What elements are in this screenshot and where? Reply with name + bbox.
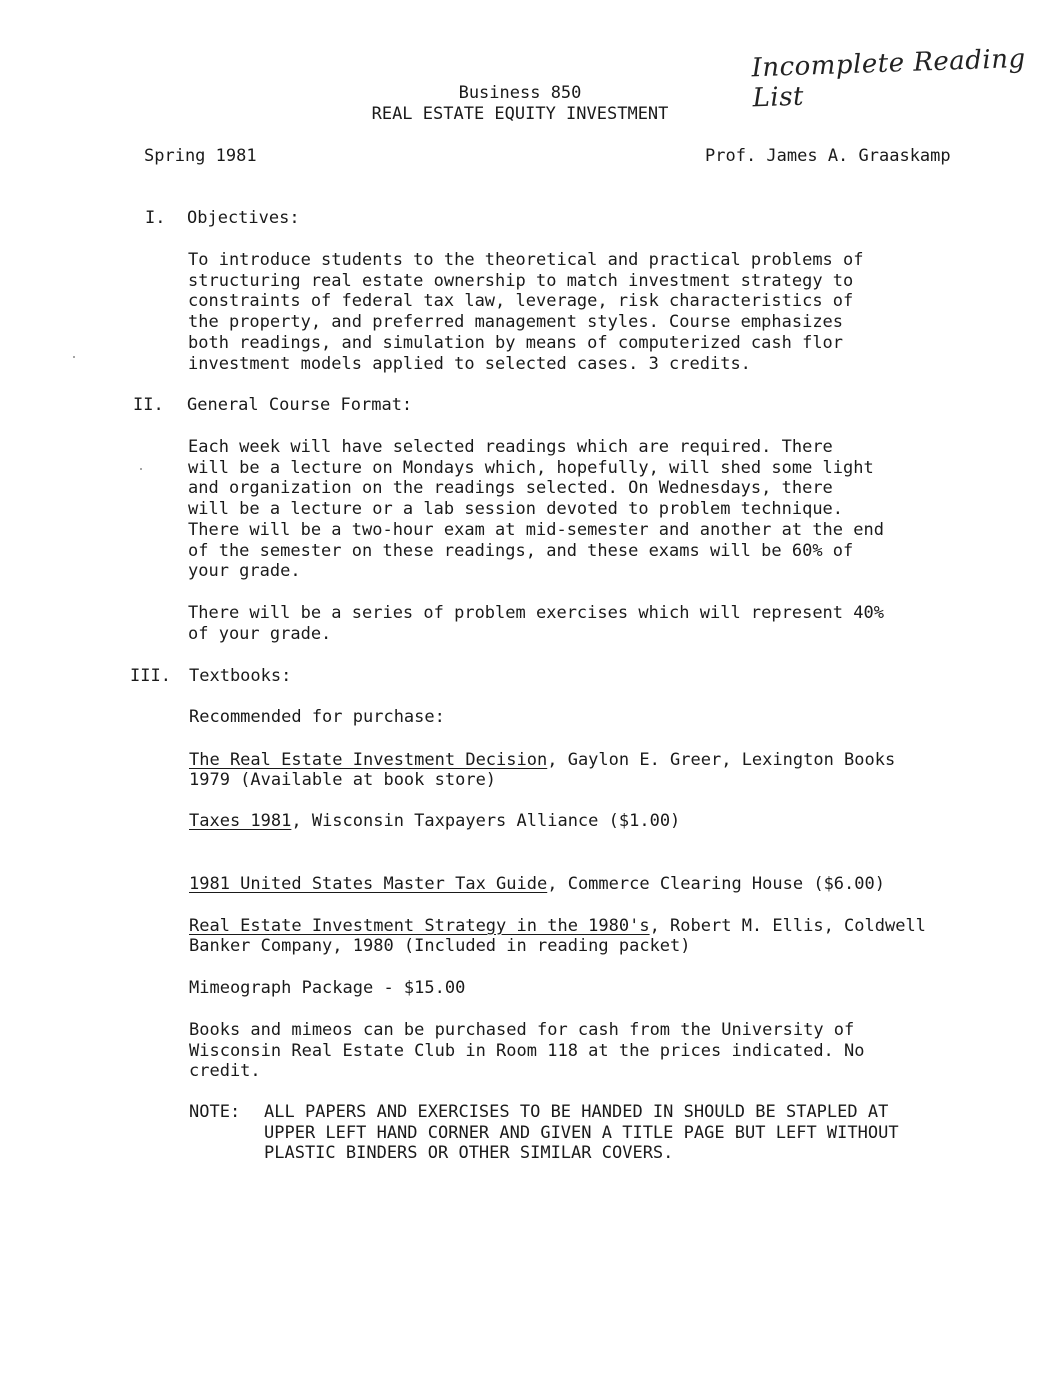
text-line: ALL PAPERS AND EXERCISES TO BE HANDED IN SHOULD BE STAPLED AT	[264, 1102, 889, 1122]
scan-speck	[140, 468, 142, 470]
mimeograph-package: Mimeograph Package - $15.00	[189, 978, 466, 998]
recommended-label: Recommended for purchase:	[189, 707, 445, 727]
text-line: There will be a two-hour exam at mid-semester and another at the end	[188, 519, 884, 540]
text-line: will be a lecture or a lab session devoted to problem technique.	[188, 499, 844, 520]
book-title: The Real Estate Investment Decision	[189, 750, 548, 770]
text-line: Each week will have selected readings which are required. There	[188, 437, 833, 457]
text-line: both readings, and simulation by means of computerized cash flor	[188, 332, 844, 353]
book-details: , Wisconsin Taxpayers Alliance ($1.00)	[291, 811, 681, 831]
section-heading: Objectives:	[187, 208, 300, 228]
section-number: III.	[130, 666, 171, 686]
section-number: II.	[133, 395, 164, 415]
book-details: , Commerce Clearing House ($6.00)	[547, 874, 885, 894]
book-title: Real Estate Investment Strategy in the 1980's	[189, 916, 650, 936]
book-entry	[189, 916, 926, 937]
text-line: Books and mimeos can be purchased for cash from the University of	[189, 1020, 855, 1040]
scan-speck	[73, 356, 75, 358]
text-line: of the semester on these readings, and these exams will be 60% of	[188, 540, 854, 561]
text-line: To introduce students to the theoretical and practical problems of	[188, 250, 864, 270]
term: Spring 1981	[144, 146, 257, 166]
text-line: There will be a series of problem exercises which will represent 40%	[188, 603, 884, 623]
format-paragraph	[188, 437, 968, 582]
section-heading: General Course Format:	[187, 395, 413, 415]
section-heading: Textbooks:	[189, 666, 292, 686]
text-line: and organization on the readings selected. On Wednesdays, there	[188, 478, 833, 499]
purchase-paragraph	[189, 1020, 969, 1082]
text-line: constraints of federal tax law, leverage, risk characteristics of	[188, 291, 854, 312]
book-title: 1981 United States Master Tax Guide	[189, 874, 548, 894]
text-line: investment models applied to selected cases. 3 credits.	[188, 353, 751, 374]
instructor: Prof. James A. Graaskamp	[705, 146, 951, 166]
text-line: the property, and preferred management styles. Course emphasizes	[188, 312, 844, 333]
book-title: Taxes 1981	[189, 811, 292, 831]
course-title: REAL ESTATE EQUITY INVESTMENT	[371, 104, 669, 124]
text-line: credit.	[189, 1061, 261, 1082]
objectives-paragraph	[188, 250, 968, 374]
exercises-paragraph	[188, 603, 968, 644]
note-label: NOTE:	[189, 1102, 241, 1122]
book-details: 1979 (Available at book store)	[189, 770, 497, 790]
book-entry	[189, 811, 680, 832]
note-text	[264, 1102, 964, 1164]
section-number: I.	[145, 208, 166, 228]
text-line: UPPER LEFT HAND CORNER AND GIVEN A TITLE PAGE BUT LEFT WITHOUT	[264, 1122, 899, 1143]
text-line: your grade.	[188, 561, 301, 582]
book-entry	[189, 874, 885, 895]
text-line: will be a lecture on Mondays which, hopefully, will shed some light	[188, 457, 874, 478]
course-number: Business 850	[458, 83, 582, 103]
text-line: structuring real estate ownership to match investment strategy to	[188, 270, 854, 291]
text-line: PLASTIC BINDERS OR OTHER SIMILAR COVERS.	[264, 1143, 674, 1164]
book-details: Banker Company, 1980 (Included in reading packet)	[189, 936, 691, 956]
book-details: , Gaylon E. Greer, Lexington Books	[547, 750, 896, 770]
text-line: of your grade.	[188, 623, 332, 644]
text-line: Wisconsin Real Estate Club in Room 118 at the prices indicated. No	[189, 1040, 865, 1061]
handwritten-annotation: Incomplete Reading List	[751, 43, 1027, 114]
book-entry	[189, 750, 895, 771]
book-details: , Robert M. Ellis, Coldwell	[649, 916, 926, 936]
